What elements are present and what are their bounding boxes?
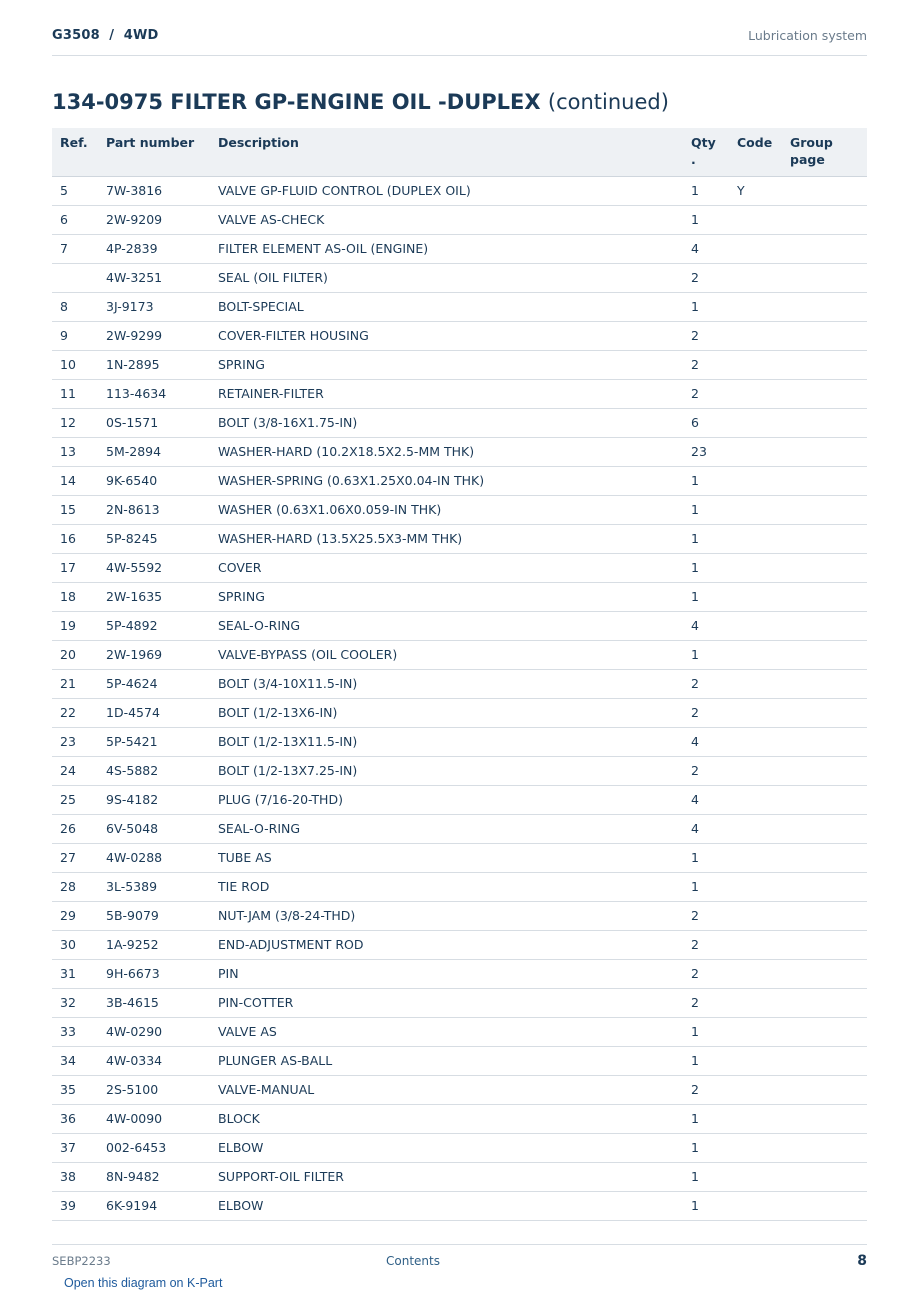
- ref-cell: 38: [52, 1162, 98, 1191]
- description-cell: SUPPORT-OIL FILTER: [210, 1162, 683, 1191]
- table-row: [52, 234, 867, 263]
- description-cell: BOLT-SPECIAL: [210, 292, 683, 321]
- qty-cell: 2: [683, 698, 729, 727]
- part-number-cell: 5P-8245: [98, 524, 210, 553]
- table-row: [52, 814, 867, 843]
- group-page-cell: [782, 1191, 867, 1220]
- description-cell: SPRING: [210, 350, 683, 379]
- description-cell: COVER: [210, 553, 683, 582]
- code-cell: [729, 495, 782, 524]
- qty-cell: 2: [683, 959, 729, 988]
- qty-cell: 1: [683, 582, 729, 611]
- contents-link[interactable]: Contents: [386, 1254, 440, 1268]
- part-number-cell: 5B-9079: [98, 901, 210, 930]
- code-cell: [729, 1075, 782, 1104]
- table-row: [52, 1017, 867, 1046]
- ref-cell: 13: [52, 437, 98, 466]
- description-cell: END-ADJUSTMENT ROD: [210, 930, 683, 959]
- description-cell: BOLT (1/2-13X7.25-IN): [210, 756, 683, 785]
- description-cell: BOLT (3/8-16X1.75-IN): [210, 408, 683, 437]
- description-cell: FILTER ELEMENT AS-OIL (ENGINE): [210, 234, 683, 263]
- ref-cell: 19: [52, 611, 98, 640]
- table-row: [52, 727, 867, 756]
- parts-table: [52, 128, 867, 1221]
- table-row: [52, 698, 867, 727]
- description-cell: TUBE AS: [210, 843, 683, 872]
- ref-cell: 23: [52, 727, 98, 756]
- table-row: [52, 1162, 867, 1191]
- part-number-cell: 4W-0288: [98, 843, 210, 872]
- part-number-cell: 8N-9482: [98, 1162, 210, 1191]
- group-page-cell: [782, 669, 867, 698]
- qty-cell: 1: [683, 176, 729, 205]
- description-cell: SEAL-O-RING: [210, 814, 683, 843]
- qty-cell: 1: [683, 1162, 729, 1191]
- group-page-cell: [782, 553, 867, 582]
- description-cell: VALVE-BYPASS (OIL COOLER): [210, 640, 683, 669]
- part-number-cell: 2W-9209: [98, 205, 210, 234]
- group-page-cell: [782, 524, 867, 553]
- group-page-cell: [782, 814, 867, 843]
- description-cell: ELBOW: [210, 1191, 683, 1220]
- group-page-cell: [782, 234, 867, 263]
- qty-cell: 1: [683, 640, 729, 669]
- ref-cell: 29: [52, 901, 98, 930]
- qty-cell: 4: [683, 234, 729, 263]
- part-number-cell: 2W-9299: [98, 321, 210, 350]
- part-number-cell: 4W-0290: [98, 1017, 210, 1046]
- ref-cell: 22: [52, 698, 98, 727]
- qty-cell: 1: [683, 843, 729, 872]
- group-page-cell: [782, 930, 867, 959]
- table-row: [52, 321, 867, 350]
- group-page-cell: [782, 640, 867, 669]
- description-cell: COVER-FILTER HOUSING: [210, 321, 683, 350]
- qty-cell: 1: [683, 553, 729, 582]
- qty-cell: 4: [683, 611, 729, 640]
- qty-cell: 2: [683, 321, 729, 350]
- code-cell: [729, 814, 782, 843]
- part-number-cell: 0S-1571: [98, 408, 210, 437]
- part-number-cell: 4W-0090: [98, 1104, 210, 1133]
- qty-cell: 4: [683, 785, 729, 814]
- code-cell: [729, 408, 782, 437]
- part-number-cell: 4W-5592: [98, 553, 210, 582]
- qty-cell: 1: [683, 524, 729, 553]
- description-cell: WASHER-HARD (10.2X18.5X2.5-MM THK): [210, 437, 683, 466]
- model-label: G3508 / 4WD: [52, 28, 159, 43]
- code-cell: [729, 205, 782, 234]
- code-cell: [729, 669, 782, 698]
- description-cell: PLUG (7/16-20-THD): [210, 785, 683, 814]
- part-number-cell: 4W-3251: [98, 263, 210, 292]
- part-number-cell: 6K-9194: [98, 1191, 210, 1220]
- code-cell: [729, 611, 782, 640]
- group-page-cell: [782, 582, 867, 611]
- qty-cell: 2: [683, 1075, 729, 1104]
- group-page-cell: [782, 611, 867, 640]
- code-cell: [729, 1191, 782, 1220]
- table-row: [52, 292, 867, 321]
- ref-cell: 32: [52, 988, 98, 1017]
- part-number-cell: 1D-4574: [98, 698, 210, 727]
- group-page-cell: [782, 350, 867, 379]
- qty-cell: 2: [683, 756, 729, 785]
- ref-cell: 36: [52, 1104, 98, 1133]
- group-page-cell: [782, 1046, 867, 1075]
- ref-cell: 20: [52, 640, 98, 669]
- code-cell: [729, 727, 782, 756]
- column-header-code: Code: [729, 128, 782, 176]
- ref-cell: 5: [52, 176, 98, 205]
- ref-cell: 34: [52, 1046, 98, 1075]
- description-cell: VALVE GP-FLUID CONTROL (DUPLEX OIL): [210, 176, 683, 205]
- group-page-cell: [782, 379, 867, 408]
- part-number-cell: 5P-5421: [98, 727, 210, 756]
- part-number-cell: 4P-2839: [98, 234, 210, 263]
- part-number-cell: 2W-1635: [98, 582, 210, 611]
- table-row: [52, 640, 867, 669]
- code-cell: [729, 437, 782, 466]
- part-number-cell: 4S-5882: [98, 756, 210, 785]
- table-row: [52, 756, 867, 785]
- part-number-cell: 2W-1969: [98, 640, 210, 669]
- ref-cell: 14: [52, 466, 98, 495]
- part-number-cell: 5P-4892: [98, 611, 210, 640]
- title-main: 134-0975 FILTER GP-ENGINE OIL -DUPLEX: [52, 90, 541, 114]
- ref-cell: [52, 263, 98, 292]
- qty-cell: 6: [683, 408, 729, 437]
- code-cell: [729, 640, 782, 669]
- code-cell: [729, 872, 782, 901]
- group-page-cell: [782, 292, 867, 321]
- group-page-cell: [782, 176, 867, 205]
- description-cell: WASHER (0.63X1.06X0.059-IN THK): [210, 495, 683, 524]
- code-cell: [729, 901, 782, 930]
- code-cell: [729, 1046, 782, 1075]
- part-number-cell: 6V-5048: [98, 814, 210, 843]
- code-cell: [729, 321, 782, 350]
- qty-cell: 2: [683, 379, 729, 408]
- ref-cell: 18: [52, 582, 98, 611]
- description-cell: PLUNGER AS-BALL: [210, 1046, 683, 1075]
- ref-cell: 37: [52, 1133, 98, 1162]
- part-number-cell: 3B-4615: [98, 988, 210, 1017]
- group-page-cell: [782, 1162, 867, 1191]
- table-row: [52, 872, 867, 901]
- column-header-qty: Qty .: [683, 128, 729, 176]
- table-row: [52, 205, 867, 234]
- qty-cell: 1: [683, 1046, 729, 1075]
- qty-cell: 1: [683, 495, 729, 524]
- group-page-cell: [782, 872, 867, 901]
- group-page-cell: [782, 1075, 867, 1104]
- group-page-cell: [782, 437, 867, 466]
- group-page-cell: [782, 901, 867, 930]
- part-number-cell: 3J-9173: [98, 292, 210, 321]
- part-number-cell: 1N-2895: [98, 350, 210, 379]
- group-page-cell: [782, 959, 867, 988]
- table-row: [52, 379, 867, 408]
- description-cell: BOLT (1/2-13X6-IN): [210, 698, 683, 727]
- group-page-cell: [782, 785, 867, 814]
- table-row: [52, 553, 867, 582]
- description-cell: VALVE AS: [210, 1017, 683, 1046]
- description-cell: NUT-JAM (3/8-24-THD): [210, 901, 683, 930]
- ref-cell: 9: [52, 321, 98, 350]
- code-cell: [729, 292, 782, 321]
- qty-cell: 1: [683, 1133, 729, 1162]
- group-page-cell: [782, 1017, 867, 1046]
- qty-cell: 2: [683, 263, 729, 292]
- part-number-cell: 4W-0334: [98, 1046, 210, 1075]
- table-row: [52, 176, 867, 205]
- table-row: [52, 524, 867, 553]
- table-row: [52, 1046, 867, 1075]
- qty-cell: 1: [683, 872, 729, 901]
- ref-cell: 39: [52, 1191, 98, 1220]
- ref-cell: 26: [52, 814, 98, 843]
- table-row: [52, 930, 867, 959]
- ref-cell: 6: [52, 205, 98, 234]
- table-row: [52, 466, 867, 495]
- description-cell: BLOCK: [210, 1104, 683, 1133]
- table-row: [52, 437, 867, 466]
- ref-cell: 21: [52, 669, 98, 698]
- description-cell: PIN-COTTER: [210, 988, 683, 1017]
- qty-cell: 1: [683, 1191, 729, 1220]
- parts-table-body: [52, 176, 867, 1220]
- open-kpart-diagram-link[interactable]: Open this diagram on K-Part: [64, 1276, 223, 1290]
- description-cell: WASHER-HARD (13.5X25.5X3-MM THK): [210, 524, 683, 553]
- description-cell: BOLT (1/2-13X11.5-IN): [210, 727, 683, 756]
- description-cell: WASHER-SPRING (0.63X1.25X0.04-IN THK): [210, 466, 683, 495]
- code-cell: [729, 698, 782, 727]
- group-page-cell: [782, 727, 867, 756]
- table-row: [52, 408, 867, 437]
- part-number-cell: 9K-6540: [98, 466, 210, 495]
- part-number-cell: 9S-4182: [98, 785, 210, 814]
- ref-cell: 7: [52, 234, 98, 263]
- section-label: Lubrication system: [748, 28, 867, 43]
- qty-cell: 23: [683, 437, 729, 466]
- code-cell: [729, 959, 782, 988]
- table-row: [52, 669, 867, 698]
- qty-cell: 2: [683, 901, 729, 930]
- column-header-part-number: Part number: [98, 128, 210, 176]
- ref-cell: 35: [52, 1075, 98, 1104]
- table-row: [52, 843, 867, 872]
- group-page-cell: [782, 321, 867, 350]
- qty-cell: 4: [683, 727, 729, 756]
- description-cell: ELBOW: [210, 1133, 683, 1162]
- document-id: SEBP2233: [52, 1254, 111, 1268]
- code-cell: [729, 1133, 782, 1162]
- description-cell: PIN: [210, 959, 683, 988]
- column-header-ref: Ref.: [52, 128, 98, 176]
- group-page-cell: [782, 263, 867, 292]
- code-cell: [729, 350, 782, 379]
- ref-cell: 17: [52, 553, 98, 582]
- table-header-row: [52, 128, 867, 176]
- part-number-cell: 2S-5100: [98, 1075, 210, 1104]
- ref-cell: 31: [52, 959, 98, 988]
- group-page-cell: [782, 756, 867, 785]
- table-row: [52, 350, 867, 379]
- group-page-cell: [782, 205, 867, 234]
- ref-cell: 11: [52, 379, 98, 408]
- code-cell: Y: [729, 176, 782, 205]
- ref-cell: 12: [52, 408, 98, 437]
- ref-cell: 30: [52, 930, 98, 959]
- part-number-cell: 7W-3816: [98, 176, 210, 205]
- page-title: [52, 90, 669, 114]
- ref-cell: 15: [52, 495, 98, 524]
- ref-cell: 28: [52, 872, 98, 901]
- table-row: [52, 582, 867, 611]
- ref-cell: 10: [52, 350, 98, 379]
- code-cell: [729, 1017, 782, 1046]
- code-cell: [729, 524, 782, 553]
- group-page-cell: [782, 408, 867, 437]
- part-number-cell: 2N-8613: [98, 495, 210, 524]
- qty-cell: 1: [683, 205, 729, 234]
- table-row: [52, 611, 867, 640]
- code-cell: [729, 988, 782, 1017]
- qty-cell: 4: [683, 814, 729, 843]
- qty-cell: 2: [683, 930, 729, 959]
- qty-cell: 1: [683, 1104, 729, 1133]
- code-cell: [729, 843, 782, 872]
- table-row: [52, 785, 867, 814]
- code-cell: [729, 756, 782, 785]
- table-row: [52, 959, 867, 988]
- qty-cell: 1: [683, 292, 729, 321]
- group-page-cell: [782, 988, 867, 1017]
- description-cell: TIE ROD: [210, 872, 683, 901]
- table-row: [52, 988, 867, 1017]
- table-row: [52, 1191, 867, 1220]
- qty-cell: 2: [683, 669, 729, 698]
- code-cell: [729, 1162, 782, 1191]
- ref-cell: 16: [52, 524, 98, 553]
- qty-cell: 2: [683, 988, 729, 1017]
- code-cell: [729, 1104, 782, 1133]
- page-footer: [52, 1244, 867, 1275]
- ref-cell: 25: [52, 785, 98, 814]
- part-number-cell: 002-6453: [98, 1133, 210, 1162]
- part-number-cell: 9H-6673: [98, 959, 210, 988]
- table-row: [52, 263, 867, 292]
- column-header-description: Description: [210, 128, 683, 176]
- ref-cell: 33: [52, 1017, 98, 1046]
- title-suffix: (continued): [547, 90, 669, 114]
- table-row: [52, 495, 867, 524]
- ref-cell: 24: [52, 756, 98, 785]
- table-row: [52, 1075, 867, 1104]
- ref-cell: 8: [52, 292, 98, 321]
- description-cell: SEAL (OIL FILTER): [210, 263, 683, 292]
- code-cell: [729, 930, 782, 959]
- code-cell: [729, 379, 782, 408]
- group-page-cell: [782, 698, 867, 727]
- group-page-cell: [782, 1104, 867, 1133]
- description-cell: BOLT (3/4-10X11.5-IN): [210, 669, 683, 698]
- description-cell: RETAINER-FILTER: [210, 379, 683, 408]
- column-header-group-page: Group page: [782, 128, 867, 176]
- table-row: [52, 901, 867, 930]
- qty-cell: 1: [683, 466, 729, 495]
- description-cell: VALVE-MANUAL: [210, 1075, 683, 1104]
- table-row: [52, 1104, 867, 1133]
- description-cell: SPRING: [210, 582, 683, 611]
- part-number-cell: 3L-5389: [98, 872, 210, 901]
- group-page-cell: [782, 1133, 867, 1162]
- page-header: [52, 28, 867, 56]
- part-number-cell: 5P-4624: [98, 669, 210, 698]
- code-cell: [729, 582, 782, 611]
- page-number: 8: [857, 1253, 867, 1269]
- code-cell: [729, 234, 782, 263]
- part-number-cell: 5M-2894: [98, 437, 210, 466]
- part-number-cell: 1A-9252: [98, 930, 210, 959]
- table-row: [52, 1133, 867, 1162]
- code-cell: [729, 785, 782, 814]
- group-page-cell: [782, 495, 867, 524]
- description-cell: VALVE AS-CHECK: [210, 205, 683, 234]
- code-cell: [729, 263, 782, 292]
- qty-cell: 1: [683, 1017, 729, 1046]
- group-page-cell: [782, 843, 867, 872]
- ref-cell: 27: [52, 843, 98, 872]
- part-number-cell: 113-4634: [98, 379, 210, 408]
- qty-cell: 2: [683, 350, 729, 379]
- group-page-cell: [782, 466, 867, 495]
- code-cell: [729, 466, 782, 495]
- code-cell: [729, 553, 782, 582]
- description-cell: SEAL-O-RING: [210, 611, 683, 640]
